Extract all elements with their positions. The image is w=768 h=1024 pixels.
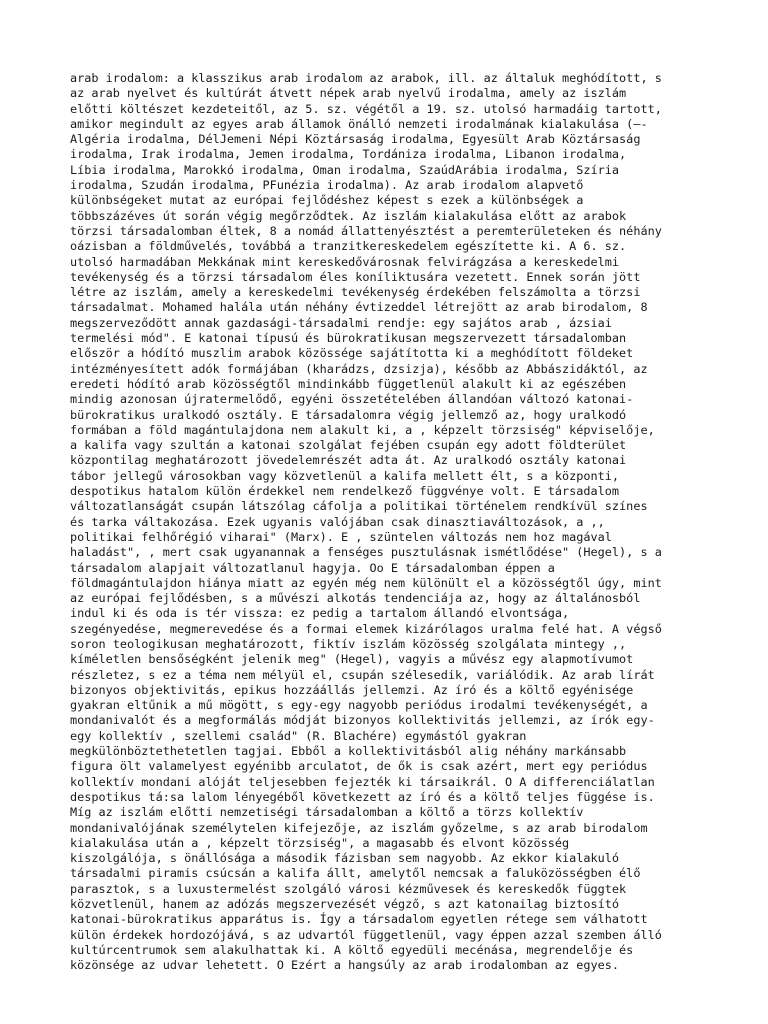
text-line: társadalom alapjait változatlanul hagyja. Oo E társadalomban éppen a [70,560,555,575]
text-line: különbségeket mutat az európai fejlődéshez képest s ezek a különbségek a [70,193,584,208]
text-line: tábor jellegű városokban vagy közvetlenül a kalifa mellett élt, s a központi, [70,468,620,483]
text-line: kíméletlen bensőségként jelenik meg" (Hegel), vagyis a művész egy alapmotívumot [70,652,634,667]
text-line: létre az iszlám, amely a kereskedelmi tevékenység érdekében felszámolta a törzsi [70,285,641,300]
text-line: Algéria irodalma, DélJemeni Népi Köztársaság irodalma, Egyesült Arab Köztársaság [70,132,641,147]
text-line: változatlanságát csupán látszólag cáfolja a politikai történelem rendkívül színes [70,499,648,514]
text-line: soron teologikusan meghatározott, fiktív iszlám közösség szolgálata mintegy ,, [70,636,627,651]
text-line: amikor megindult az egyes arab államok önálló nemzeti irodalmának kialakulása (—- [70,116,648,131]
text-line: Míg az iszlám előtti nemzetiségi társadalomban a költő a törzs kollektív [70,805,584,820]
text-line: többszázéves út során végig megőrződtek. Az iszlám kialakulása előtt az arabok [70,208,627,223]
text-line: irodalma, Irak irodalma, Jemen irodalma, Tordániza irodalma, Libanon irodalma, [70,147,627,162]
text-line: megkülönböztethetetlen tagjai. Ebből a kollektivitásból alig néhány markánsabb [70,744,627,759]
text-line: formában a föld magántulajdona nem alakult ki, a , képzelt törzsiség" képviselője, [70,422,655,437]
text-line: tevékenység és a törzsi társadalom éles koníliktusára vezetett. Ennek során jött [70,269,641,284]
text-line: megszerveződött annak gazdasági-társadalmi rendje: egy sajátos arab , ázsiai [70,315,612,330]
text-line: az európai fejlődésben, s a művészi alkotás tendenciája az, hogy az általánosból [70,591,641,606]
text-line: egy kollektív , szellemi család" (R. Blachére) egymástól gyakran [70,728,527,743]
text-line: kiszolgálója, s önállósága a második fázisban sem nagyobb. Az ekkor kialakuló [70,851,620,866]
text-line: földmagántulajdon hiánya miatt az egyén még nem különült el a közösségtől úgy, mint [70,575,662,590]
text-line: és tarka váltakozása. Ezek ugyanis valójában csak dinasztiaváltozások, a ,, [70,514,605,529]
text-line: külön érdekek hordozójává, s az udvartól függetlenül, vagy éppen azzal szemben álló [70,927,662,942]
text-line: mondanivalójának személytelen kifejezője, az iszlám győzelme, s az arab birodalom [70,820,648,835]
text-line: a kalifa vagy szultán a katonai szolgálat fejében csupán egy adott földterület [70,438,627,453]
text-line: bürokratikus uralkodó osztály. E társadalomra végig jellemző az, hogy uralkodó [70,407,627,422]
text-line: oázisban a földművelés, továbbá a tranzitkereskedelem egészítette ki. A 6. sz. [70,239,627,254]
text-line: szegényedése, megmerevedése és a formai elemek kizárólagos uralma felé hat. A végső [70,621,662,636]
text-line: Líbia irodalma, Marokkó irodalma, Oman irodalma, SzaúdArábia irodalma, Szíria [70,162,620,177]
text-line: kialakulása után a , képzelt törzsiség", a magasabb és elvont közösség [70,835,570,850]
text-line: központilag meghatározott jövedelemrészét adta át. Az uralkodó osztály katonai [70,453,627,468]
text-line: arab irodalom: a klasszikus arab irodalom az arabok, ill. az általuk meghódított, s [70,71,662,85]
text-line: közvetlenül, hanem az adózás megszervezését végző, s azt katonailag biztosító [70,897,620,912]
text-line: kultúrcentrumok sem alakulhattak ki. A költő egyedüli mecénása, megrendelője és [70,942,634,957]
text-line: despotikus tá:sa lalom lényegéből következett az író és a költő teljes függése is. [70,789,655,804]
text-line: részletez, s ez a téma nem mélyül el, csupán szélesedik, variálódik. Az arab lírát [70,667,655,682]
text-line: közönsége az udvar lehetett. O Ezért a hangsúly az arab irodalomban az egyes. [70,958,620,973]
text-line: katonai-bürokratikus apparátus is. Így a társadalom egyetlen rétege sem válhatott [70,912,648,927]
text-line: először a hódító muszlim arabok közössége sajátította ki a meghódított földeket [70,346,634,361]
text-line: társadalmi piramis csúcsán a kalifa állt, amelytől nemcsak a faluközösségben élő [70,866,641,881]
text-line: parasztok, s a luxustermelést szolgáló városi kézművesek és kereskedők függtek [70,881,627,896]
text-line: előtti költészet kezdeteitől, az 5. sz. végétől a 19. sz. utolsó harmadáig tartott, [70,101,662,116]
text-line: irodalma, Szudán irodalma, PFunézia irodalma). Az arab irodalom alapvető [70,178,584,193]
text-line: indul ki és oda is tér vissza: ez pedig a tartalom állandó elvontsága, [70,606,570,621]
text-line: figura ölt valamelyest egyénibb arculatot, de ők is csak azért, mert egy periódus [70,759,648,774]
text-line: despotikus hatalom külön érdekkel nem rendelkező függvénye volt. E társadalom [70,484,620,499]
text-line: politikai felhőrégió viharai" (Marx). E , szüntelen változás nem hoz magával [70,529,612,544]
text-line: törzsi társadalomban éltek, 8 a nomád állattenyésztést a peremterületeken és néhány [70,223,662,238]
text-line: az arab nyelvet és kultúrát átvett népek arab nyelvű irodalma, amely az iszlám [70,86,627,101]
body-text [70,71,710,974]
text-line: mindig azonosan újratermelődő, egyéni összetételében állandóan változó katonai- [70,392,634,407]
text-line: termelési mód". E katonai típusú és bürokratikusan megszervezett társadalomban [70,331,627,346]
text-line: bizonyos objektivitás, epikus hozzáállás jellemzi. Az író és a költő egyénisége [70,682,634,697]
text-line: társadalmat. Mohamed halála után néhány évtizeddel létrejött az arab birodalom, 8 [70,300,648,315]
text-line: eredeti hódító arab közösségtől mindinkább függetlenül alakult ki az egészében [70,376,627,391]
text-line: intézményesített adók formájában (kharádzs, dzsizja), később az Abbászidáktól, az [70,361,648,376]
text-line: haladást", , mert csak ugyanannak a fenséges pusztulásnak ismétlődése" (Hegel), s a [70,545,662,560]
text-line: mondanivalót és a megformálás módját bizonyos kollektivitás jellemzi, az írók egy- [70,713,655,728]
text-line: utolsó harmadában Mekkának mint kereskedővárosnak felvirágzása a kereskedelmi [70,254,620,269]
text-line: kollektív mondani alóját teljesebben fejezték ki társaikrál. O A differenciálatlan [70,774,655,789]
text-line: gyakran eltűnik a mű mögött, s egy-egy nagyobb periódus irodalmi tevékenységét, a [70,698,648,713]
